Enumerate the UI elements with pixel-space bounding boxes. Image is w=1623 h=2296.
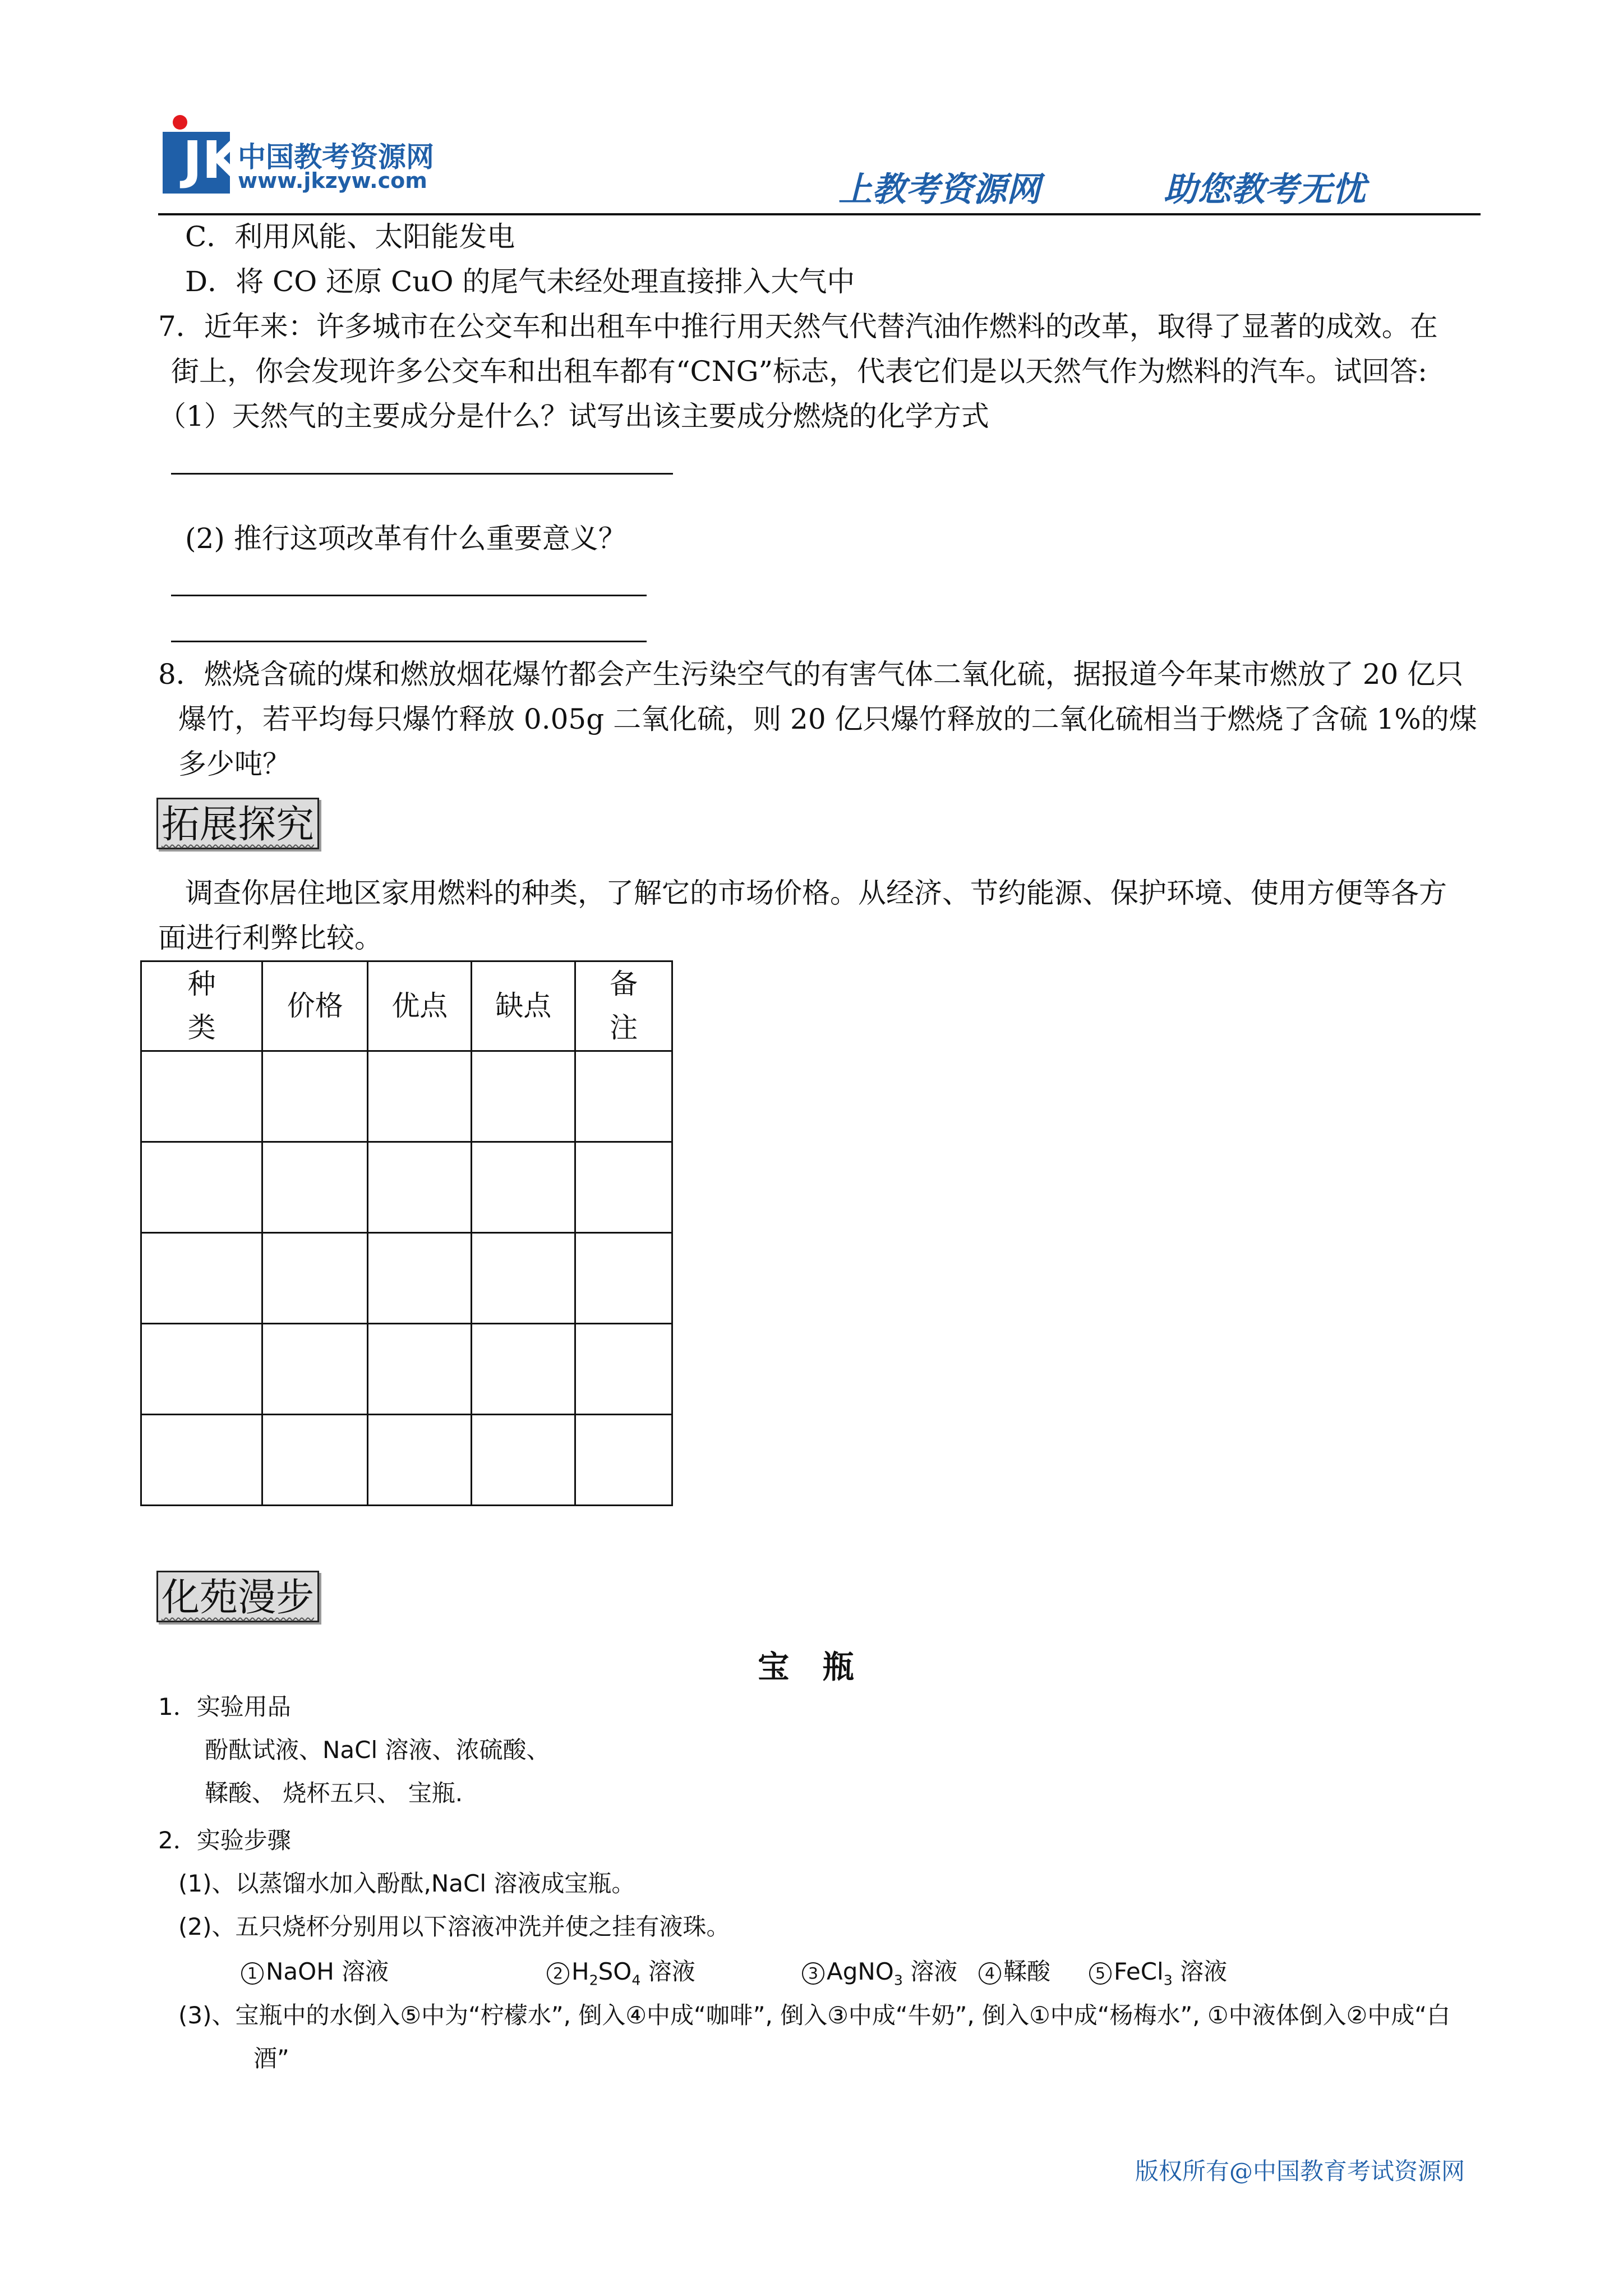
logo-url: www.jkzyw.com	[238, 168, 427, 193]
q7-sub-2: (2) 推行这项改革有什么重要意义？	[185, 522, 626, 555]
option-c: C．利用风能、太阳能发电	[185, 220, 515, 253]
table-row	[141, 1142, 672, 1233]
table-row	[141, 1051, 672, 1142]
q7-line-1: 7．近年来：许多城市在公交车和出租车中推行用天然气代替汽油作燃料的改革，取得了显著的成效。在	[158, 310, 1438, 343]
survey-line-2: 面进行利弊比较。	[158, 922, 382, 954]
table-cell[interactable]	[575, 1142, 672, 1233]
table-cell[interactable]	[141, 1324, 262, 1415]
step-2: (2)、五只烧杯分别用以下溶液冲洗并使之挂有液珠。	[178, 1913, 730, 1940]
header-cell-pros: 优点	[368, 961, 472, 1051]
answer-blank-3[interactable]	[171, 641, 647, 642]
copyright-footer: 版权所有@中国教育考试资源网	[1135, 2157, 1465, 2185]
table-cell[interactable]	[262, 1324, 368, 1415]
experiment-title: 宝 瓶	[758, 1649, 865, 1686]
table-header-row	[141, 961, 672, 1051]
table-cell[interactable]	[368, 1415, 472, 1506]
q8-line-3: 多少吨？	[178, 748, 291, 780]
steps-heading: 2．实验步骤	[158, 1826, 291, 1854]
logo-letters: JK	[183, 130, 242, 190]
materials-line-1: 酚酞试液、NaCl 溶液、浓硫酸、	[205, 1736, 550, 1764]
table-cell[interactable]	[141, 1142, 262, 1233]
header-cell-notes: 备 注	[575, 961, 672, 1051]
answer-blank-2[interactable]	[171, 595, 647, 596]
survey-table	[140, 960, 673, 1506]
table-cell[interactable]	[262, 1415, 368, 1506]
table-row	[141, 1415, 672, 1506]
table-cell[interactable]	[575, 1324, 672, 1415]
solution-2: 2 $H_2SO_4$ 溶液	[547, 1958, 695, 1989]
logo-title: 中国教考资源网	[238, 141, 434, 173]
table-cell[interactable]	[368, 1324, 472, 1415]
q7-sub-1: （1）天然气的主要成分是什么？试写出该主要成分燃烧的化学方式	[158, 400, 989, 432]
circled-number: 2	[547, 1962, 569, 1985]
table-cell[interactable]	[575, 1415, 672, 1506]
section-heading-extend: 拓展探究	[156, 798, 319, 849]
table-cell[interactable]	[472, 1051, 575, 1142]
circled-number: 3	[802, 1962, 824, 1985]
header-cell-cons: 缺点	[472, 961, 575, 1051]
table-cell[interactable]	[368, 1233, 472, 1324]
section-heading-stroll: 化苑漫步	[156, 1571, 319, 1622]
circled-number: 4	[979, 1962, 1001, 1985]
table-cell[interactable]	[575, 1051, 672, 1142]
q8-line-2: 爆竹，若平均每只爆竹释放 0.05g 二氧化硫，则 20 亿只爆竹释放的二氧化硫相当于燃烧了含硫 1%的煤	[178, 703, 1477, 735]
materials-line-2: 鞣酸、 烧杯五只、 宝瓶.	[205, 1779, 463, 1807]
table-cell[interactable]	[472, 1233, 575, 1324]
slogan-right: 助您教考无忧	[1164, 170, 1366, 209]
table-cell[interactable]	[262, 1233, 368, 1324]
solution-3: 3 AgNO$_3$ 溶液	[802, 1958, 957, 1989]
table-row	[141, 1324, 672, 1415]
circled-number: 5	[1089, 1962, 1112, 1985]
option-d: D．将 CO 还原 CuO 的尾气未经处理直接排入大气中	[185, 265, 855, 298]
logo-dot	[173, 115, 187, 130]
table-cell[interactable]	[472, 1324, 575, 1415]
table-row	[141, 1233, 672, 1324]
survey-line-1: 调查你居住地区家用燃料的种类，了解它的市场价格。从经济、节约能源、保护环境、使用方便等各方	[185, 877, 1447, 909]
solution-1: 1 NaOH 溶液	[241, 1958, 389, 1986]
table-cell[interactable]	[141, 1051, 262, 1142]
q8-line-1: 8．燃烧含硫的煤和燃放烟花爆竹都会产生污染空气的有害气体二氧化硫，据报道今年某市燃放了 20 亿只	[158, 658, 1464, 691]
table-cell[interactable]	[472, 1142, 575, 1233]
table-cell[interactable]	[262, 1142, 368, 1233]
header-cell-kind: 种 类	[141, 961, 262, 1051]
step-3-line-1: (3)、宝瓶中的水倒入⑤中为“柠檬水”, 倒入④中成“咖啡”, 倒入③中成“牛奶”, 倒入①中成“杨梅水”, ①中液体倒入②中成“白	[178, 2001, 1451, 2029]
table-cell[interactable]	[262, 1051, 368, 1142]
table-cell[interactable]	[575, 1233, 672, 1324]
answer-blank-1[interactable]	[171, 473, 673, 475]
step-1: (1)、以蒸馏水加入酚酞,NaCl 溶液成宝瓶。	[178, 1870, 635, 1897]
table-cell[interactable]	[368, 1142, 472, 1233]
solution-5: 5 FeCl$_3$ 溶液	[1089, 1958, 1227, 1989]
circled-number: 1	[241, 1962, 264, 1985]
step-3-line-2: 酒”	[253, 2045, 289, 2072]
materials-heading: 1．实验用品	[158, 1693, 291, 1720]
q7-line-2: 街上，你会发现许多公交车和出租车都有“CNG”标志，代表它们是以天然气作为燃料的汽车。试回答:	[171, 355, 1427, 388]
solution-4: 4 鞣酸	[979, 1958, 1050, 1986]
table-cell[interactable]	[368, 1051, 472, 1142]
table-cell[interactable]	[141, 1233, 262, 1324]
header-cell-price: 价格	[262, 961, 368, 1051]
slogan-left: 上教考资源网	[838, 170, 1040, 209]
table-cell[interactable]	[472, 1415, 575, 1506]
table-cell[interactable]	[141, 1415, 262, 1506]
header-rule	[158, 213, 1481, 215]
